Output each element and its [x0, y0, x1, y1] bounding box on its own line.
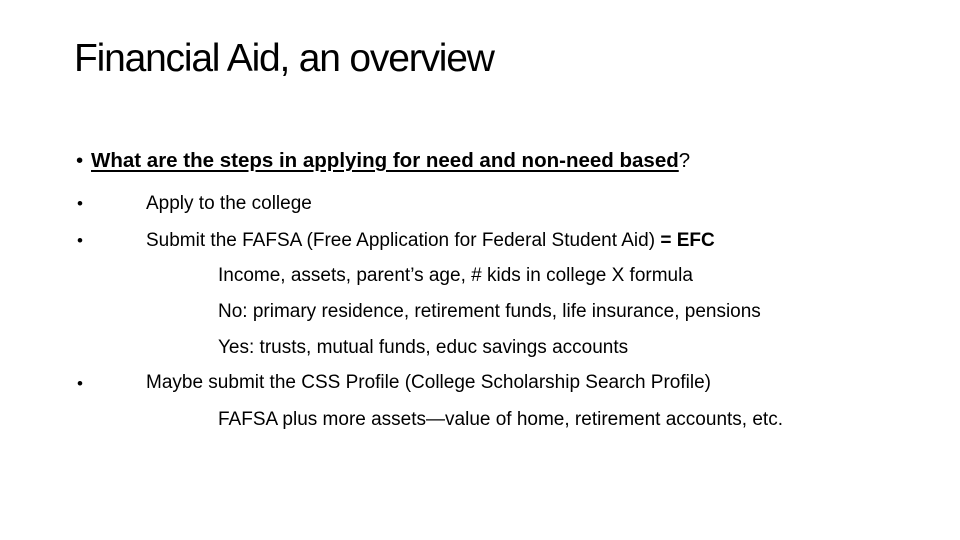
item-submit-fafsa	[146, 229, 715, 253]
item-submit-fafsa-text: Submit the FAFSA (Free Application for Federal Student Aid)	[146, 230, 661, 251]
subitem-no-exclusions: No: primary residence, retirement funds, life insurance, pensions	[218, 301, 761, 322]
question-text: What are the steps in applying for need and non-need based	[91, 149, 679, 172]
subitem-yes-inclusions: Yes: trusts, mutual funds, educ savings accounts	[218, 337, 629, 358]
efc-label: = EFC	[660, 230, 715, 251]
subitem-fafsa-plus: FAFSA plus more assets—value of home, retirement accounts, etc.	[218, 409, 783, 430]
slide-title: Financial Aid, an overview	[74, 37, 494, 80]
bullet-item-1: •	[77, 194, 83, 213]
question-bullet: •	[76, 149, 84, 172]
item-css-profile: Maybe submit the CSS Profile (College Scholarship Search Profile)	[146, 372, 711, 393]
subitem-income: Income, assets, parent’s age, # kids in college X formula	[218, 265, 693, 286]
item-apply-college: Apply to the college	[146, 193, 312, 214]
question-mark: ?	[678, 149, 691, 172]
bullet-item-2: •	[77, 231, 83, 250]
bullet-item-3: •	[77, 374, 83, 393]
question-line	[76, 149, 690, 173]
